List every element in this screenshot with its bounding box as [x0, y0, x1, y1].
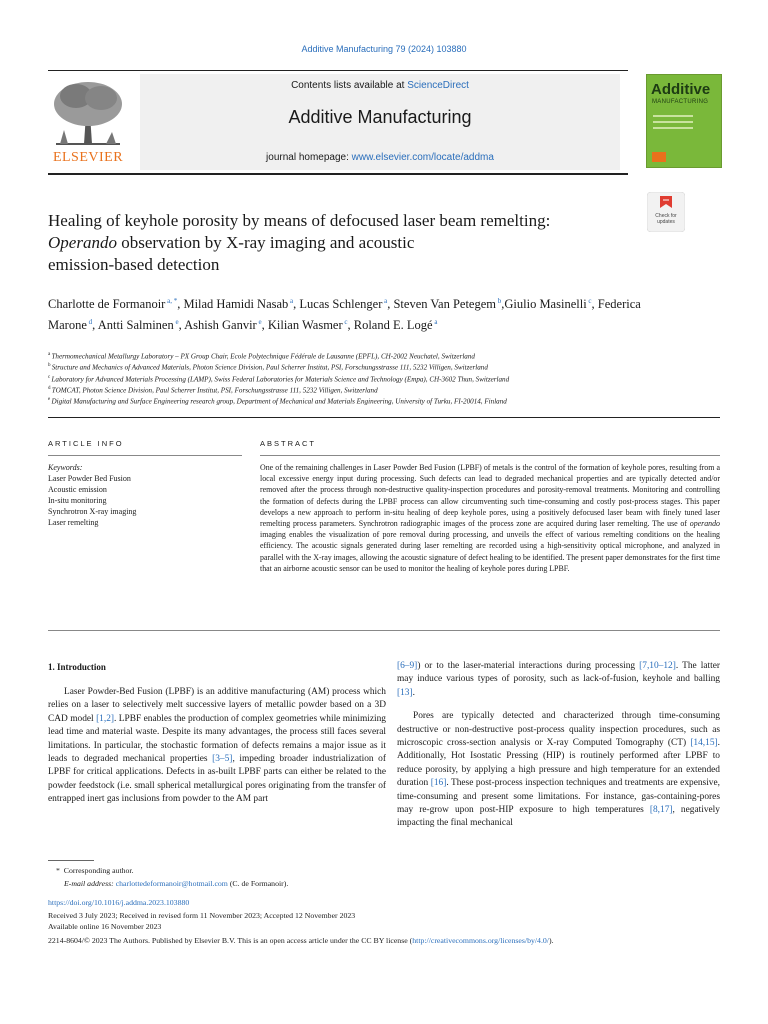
check-for-updates-label: Check for updates [655, 213, 677, 225]
author-affiliation-marker[interactable]: a [288, 297, 294, 305]
reference-link[interactable]: [6–9] [397, 661, 418, 671]
affiliations [48, 350, 728, 407]
keyword-item: Laser Powder Bed Fusion [48, 474, 131, 483]
author-name[interactable]: Lucas Schlenger [299, 297, 383, 312]
reference-link[interactable]: [3–5] [212, 754, 233, 765]
paragraph: Pores are typically detected and characterized through time-consuming destructive or non-destructive post-process quality inspection procedures, such as microscopic cross-section analysis or X-ray Computed Tomography (CT) [14,15]. Additionally, Hot Isostatic Pressing (HIP) is routinely performed after LPBF to reduce porosity, by applying a high pressure and high temperature for an extended duration [16]. These post-process inspection techniques and treatments are expensive, time-consuming and present some limitations. For instance, gas-containing-pores may re-grow upon post-HIP exposure to high temperatures [8,17], negatively impacting the final mechanical [397, 711, 720, 829]
abstract-heading: ABSTRACT [260, 439, 317, 448]
reference-link[interactable]: [16] [430, 778, 447, 789]
article-dates: Received 3 July 2023; Received in revised form 11 November 2023; Accepted 12 November 2023 Available online 16 November 2023 [48, 911, 356, 931]
affiliation-item: $^d$ TOMCAT, Photon Science Division, Paul Scherrer Institut, PSI, Forschungsstrasse 111, 5232 Villigen, Switzerland [48, 386, 378, 395]
journal-homepage: journal homepage: www.elsevier.com/locate/addma [266, 152, 494, 163]
author-name[interactable]: Steven Van Petegem [393, 297, 496, 312]
author-affiliation-marker[interactable]: a [432, 318, 438, 327]
author-name[interactable]: Roland E. Logé [353, 318, 433, 333]
author-name[interactable]: Kilian Wasmer [267, 318, 343, 333]
author-name[interactable]: Milad Hamidi Nasab [183, 297, 289, 312]
journal-title: Additive Manufacturing [288, 107, 472, 127]
header-rule-bottom [48, 173, 628, 175]
email-link[interactable]: charlottedeformanoir@hotmail.com [115, 879, 228, 888]
section-heading-introduction: 1. Introduction [48, 662, 106, 672]
abstract-bottom-rule [48, 630, 720, 631]
email-note: E-mail address: charlottedeformanoir@hotmail.com (C. de Formanoir). [64, 879, 289, 888]
affiliation-item: $^a$ Thermomechanical Metallurgy Laboratory – PX Group Chair, Ecole Polytechnique Fédérale de Lausanne (EPFL), CH-2002 Neuchatel, Switzerland [48, 352, 475, 361]
article-title: Healing of keyhole porosity by means of defocused laser beam remelting: Operando observation by X-ray imaging and acoustic emission-based detection [48, 211, 551, 274]
body-column-right [397, 660, 720, 831]
license-link[interactable]: http://creativecommons.org/licenses/by/4.0/ [412, 936, 549, 945]
keyword-item: Acoustic emission [48, 485, 107, 494]
article-info-rule [48, 455, 242, 456]
homepage-link[interactable]: www.elsevier.com/locate/addma [351, 152, 494, 163]
author-name[interactable]: Antti Salminen [97, 318, 174, 333]
reference-link[interactable]: [14,15] [690, 738, 718, 749]
check-for-updates-icon[interactable] [647, 192, 685, 232]
reference-link[interactable]: [7,10–12] [639, 661, 676, 671]
body-column-left [48, 686, 386, 807]
keywords-list [48, 462, 242, 528]
abstract-rule [260, 455, 720, 456]
author-affiliation-marker[interactable]: b [496, 297, 502, 305]
author-affiliation-marker[interactable]: e [173, 318, 179, 327]
affiliation-item: $^c$ Laboratory for Advanced Materials Processing (LAMP), Swiss Federal Laboratories for Materials Science and Technology (Empa), CH-3602 Thun, Switzerland [48, 374, 510, 384]
cover-title: Additive [651, 81, 711, 98]
cover-decoration [653, 115, 693, 133]
author-affiliation-marker[interactable]: a, * [165, 297, 178, 305]
corresponding-author-note: * Corresponding author. [56, 866, 134, 875]
license-line: 2214-8604/© 2023 The Authors. Published by Elsevier B.V. This is an open access article under the CC BY license (http://creativecommons.org/licenses/by/4.0/). [48, 936, 554, 945]
affiliation-item: $^b$ Structure and Mechanics of Advanced Materials, Photon Science Division, Paul Scherrer Institut, PSI, Forschungsstrasse 111, 5232 Villigen, Switzerland [48, 363, 488, 372]
reference-link[interactable]: [1,2] [96, 713, 115, 724]
keyword-item: In-situ monitoring [48, 496, 107, 505]
journal-cover[interactable] [646, 74, 722, 168]
paragraph: [6–9]) or to the laser-material interactions during processing [7,10–12]. The latter may induce various types of porosity, such as lack-of-fusion, keyhole and balling [13]. [397, 661, 720, 698]
author-affiliation-marker[interactable]: a [382, 297, 388, 305]
article-info-heading: ARTICLE INFO [48, 439, 124, 448]
author-affiliation-marker[interactable]: c [342, 318, 348, 327]
contents-line: Contents lists available at ScienceDirect [291, 80, 469, 91]
paragraph: Laser Powder-Bed Fusion (LPBF) is an additive manufacturing (AM) process which relies on a laser to selectively melt successive layers of metallic powder based on a 3D CAD model [1,2]. LPBF enables the production of complex geometries while minimizing lead time and material waste. Despite its many advantages, the process still faces several limitations. In particular, the stochastic formation of defects remains a major issue as it leads to degraded mechanical properties [3–5], impeding broader industrialization of LPBF for critical applications. Defects in as-built LPBF parts can either be related to the powder feedstock (i.e. small spherical metallurgical pores originating from the transfer of entrapped inert gas inclusions from powder to the AM part [48, 687, 386, 805]
reference-link[interactable]: [8,17] [649, 805, 673, 816]
footnote-rule [48, 860, 94, 861]
reference-link[interactable]: [13] [397, 687, 413, 698]
cover-elsevier-icon [652, 152, 666, 162]
author-affiliation-marker[interactable]: c [586, 297, 592, 305]
author-list: Charlotte de Formanoir $^{a, *}$, Milad Hamidi Nasab $^a$, Lucas Schlenger $^a$, Steven Van Petegem $^b$,Giulio Masinelli $^c$, Federica Marone $^d$, Antti Salminen $^e$, Ashish Ganvir $^e$, Kilian Wasmer $^c$, Roland E. Logé $^a$ [48, 297, 641, 333]
elsevier-wordmark: ELSEVIER [52, 150, 124, 165]
sciencedirect-link[interactable]: ScienceDirect [407, 80, 469, 91]
doi-link[interactable]: https://doi.org/10.1016/j.addma.2023.103880 [48, 898, 190, 907]
section-divider [48, 417, 720, 418]
author-name[interactable]: Federica Marone [48, 297, 641, 333]
header-rule [48, 70, 628, 71]
author-affiliation-marker[interactable]: e [256, 318, 262, 327]
keyword-item: Synchrotron X-ray imaging [48, 507, 137, 516]
affiliation-item: $^e$ Digital Manufacturing and Surface Engineering research group, Department of Mechanical and Materials Engineering, University of Turku, FI-20014, Finland [48, 397, 507, 406]
journal-citation[interactable]: Additive Manufacturing 79 (2024) 103880 [301, 44, 467, 54]
author-name[interactable]: Giulio Masinelli [504, 297, 587, 312]
abstract-text: One of the remaining challenges in Laser Powder Bed Fusion (LPBF) of metals is the control of the formation of keyhole pores, resulting from a local excessive energy input during processing. Such defects can lead to degraded mechanical properties and are typically detected and/or removed after the process through non-destructive quality-inspection procedures and porosity-removal treatments. Monitoring and controlling the formation of defects during the LPBF process can allow circumventing such time-consuming and costly post-process stages. This paper develops a new approach to perform in-situ healing of deep keyhole pores, using a positively defocused laser beam with finely tuned laser remelting process parameters. Synchrotron radiographic images of the process zone are acquired during laser remelting. The use of operando imaging enables the visualization of pore removal during processing, and unveils the effect of various remelting conditions on the healing efficiency. The acoustic signals generated during laser remelting are recorded using a high-sensitivity optical microphone, and analyzed in parallel with the X-ray images, allowing the acoustic signature of defect healing to be identified. The present paper demonstrates for the first time that an airborne acoustic sensor can be used to monitor the healing of keyhole pores during LPBF. [260, 463, 720, 573]
author-affiliation-marker[interactable]: d [86, 318, 93, 327]
keywords-label: Keywords: [48, 463, 83, 472]
cover-subtitle: MANUFACTURING [652, 99, 709, 105]
keyword-item: Laser remelting [48, 518, 99, 527]
author-name[interactable]: Ashish Ganvir [184, 318, 257, 333]
author-name[interactable]: Charlotte de Formanoir [48, 297, 166, 312]
